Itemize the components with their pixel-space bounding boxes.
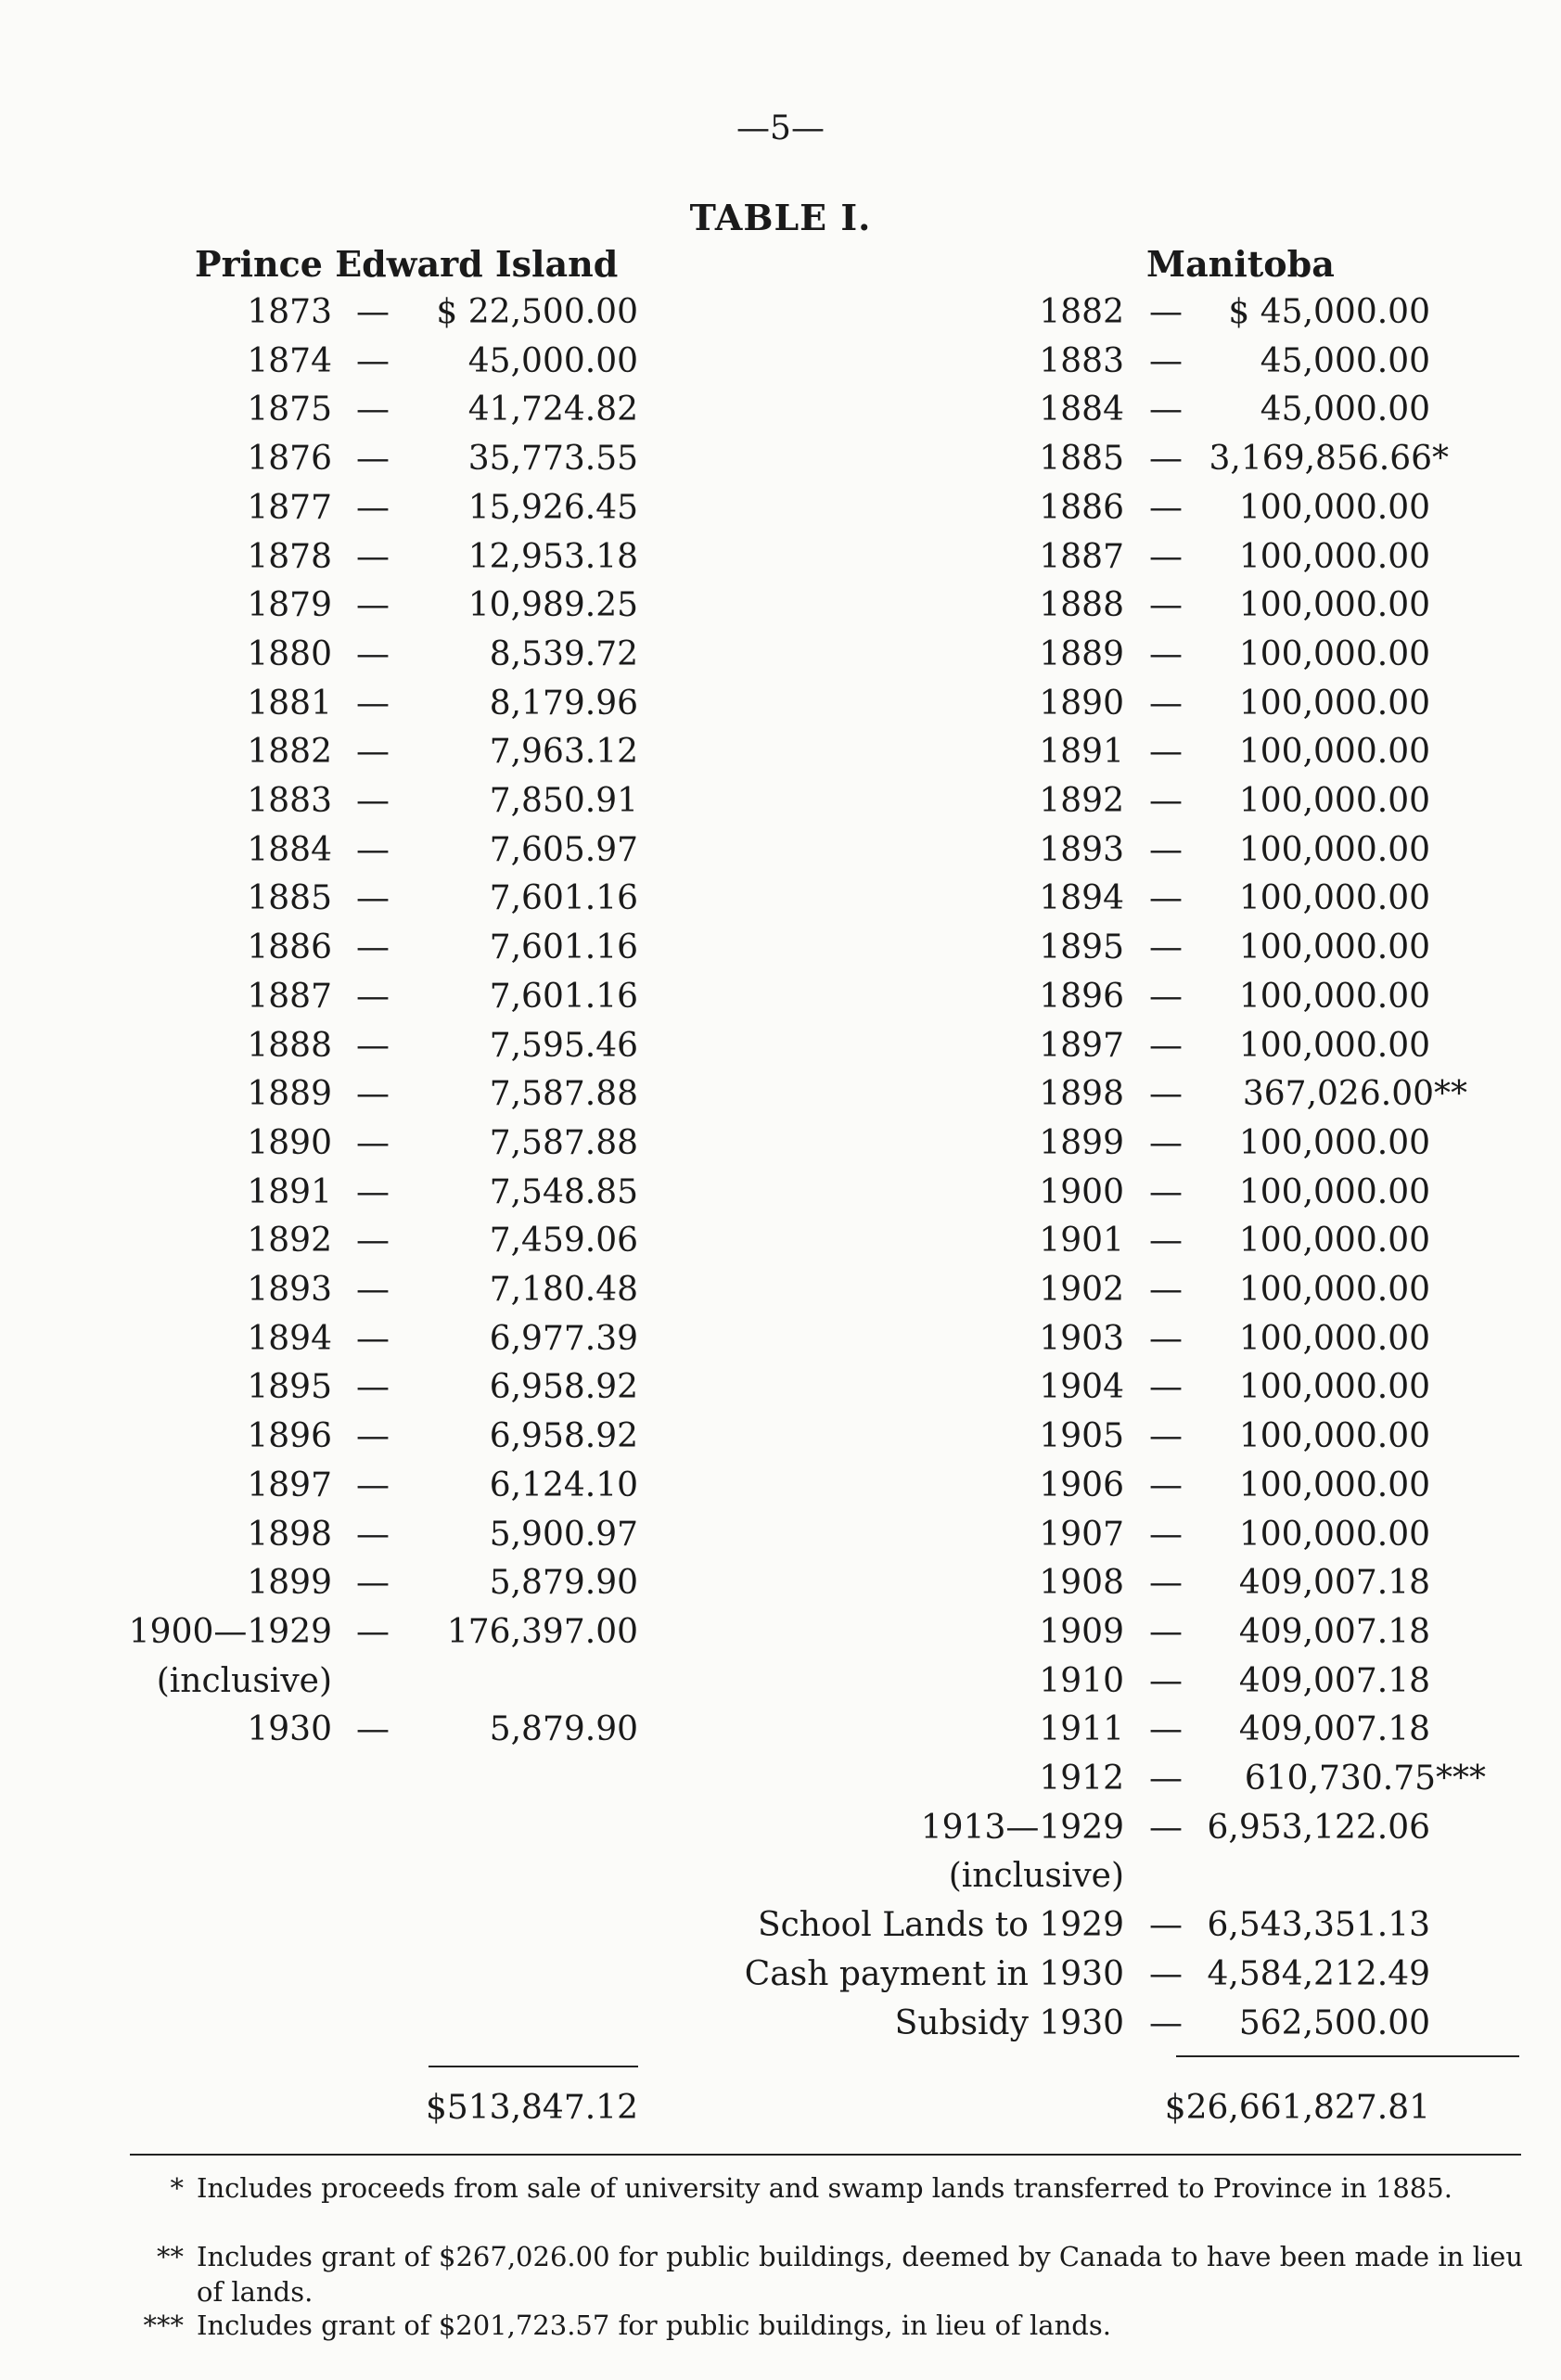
table-row (0, 1320, 1561, 1368)
year-cell: 1896 (1039, 977, 1124, 1016)
dash-cell: — (1149, 1710, 1183, 1749)
year-cell: 1879 (247, 586, 332, 625)
year-cell: 1885 (1039, 440, 1124, 479)
year-cell: 1903 (1039, 1319, 1124, 1358)
year-cell: 1883 (1039, 341, 1124, 380)
year-cell: 1882 (247, 733, 332, 772)
amount-cell: 100,000.00 (1238, 879, 1430, 918)
year-cell: 1881 (247, 684, 332, 723)
amount-cell: 4,584,212.49 (1207, 1954, 1430, 1993)
dash-cell: — (356, 928, 390, 967)
footnote-text: Includes grant of $267,026.00 for public buildings, deemed by Canada to have been made in lieu of lands. (197, 2241, 1523, 2308)
amount-cell: 7,548.85 (489, 1172, 638, 1211)
dash-cell: — (356, 879, 390, 918)
amount-cell: 45,000.00 (1260, 390, 1430, 429)
amount-cell: 7,963.12 (489, 733, 638, 772)
dash-cell: — (1149, 733, 1183, 772)
table-row (0, 685, 1561, 733)
table-row (0, 2004, 1561, 2053)
year-cell: 1889 (247, 1075, 332, 1114)
amount-cell: 409,007.18 (1238, 1612, 1430, 1651)
dash-cell: — (356, 1123, 390, 1162)
dash-cell: — (1149, 1759, 1183, 1798)
dash-cell: — (356, 1515, 390, 1554)
amount-cell: 7,587.88 (489, 1075, 638, 1114)
year-cell: 1880 (247, 634, 332, 673)
year-cell: 1908 (1039, 1564, 1124, 1603)
year-cell: 1876 (247, 440, 332, 479)
dash-cell: — (1149, 1564, 1183, 1603)
amount-cell: 100,000.00 (1238, 488, 1430, 527)
amount-cell: 100,000.00 (1238, 1368, 1430, 1407)
dash-cell: — (356, 782, 390, 820)
page-number: —5— (736, 109, 825, 147)
amount-cell: 35,773.55 (467, 440, 638, 479)
year-cell: 1875 (247, 390, 332, 429)
year-cell: 1884 (1039, 390, 1124, 429)
dash-cell: — (356, 1710, 390, 1749)
amount-cell: 7,601.16 (489, 879, 638, 918)
dash-cell: — (356, 1417, 390, 1456)
year-cell: Subsidy 1930 (894, 2003, 1124, 2042)
dash-cell: — (1149, 1368, 1183, 1407)
dash-cell: — (356, 293, 390, 331)
dash-cell: — (356, 830, 390, 869)
year-cell: 1893 (1039, 830, 1124, 869)
amount-cell: 5,879.90 (489, 1710, 638, 1749)
year-cell: 1898 (247, 1515, 332, 1554)
table-row (0, 538, 1561, 586)
dash-cell: — (1149, 1172, 1183, 1211)
amount-cell: 8,179.96 (489, 684, 638, 723)
dash-cell: — (356, 634, 390, 673)
amount-cell: 6,977.39 (489, 1319, 638, 1358)
table-row (0, 390, 1561, 439)
dash-cell: — (356, 1026, 390, 1065)
dash-cell: — (1149, 1026, 1183, 1065)
year-cell: 1877 (247, 488, 332, 527)
year-cell: 1930 (247, 1710, 332, 1749)
pei-total: $513,847.12 (425, 2089, 638, 2127)
dash-cell: — (1149, 1075, 1183, 1114)
amount-cell: 100,000.00 (1238, 1271, 1430, 1309)
year-cell: 1910 (1039, 1661, 1124, 1700)
dash-cell: — (1149, 977, 1183, 1016)
dash-cell: — (1149, 1123, 1183, 1162)
amount-cell: 100,000.00 (1238, 928, 1430, 967)
dash-cell: — (356, 1465, 390, 1504)
amount-cell: 7,459.06 (489, 1222, 638, 1260)
year-cell: 1892 (247, 1222, 332, 1260)
dash-cell: — (1149, 1417, 1183, 1456)
table-row (0, 1124, 1561, 1172)
table-row (0, 635, 1561, 684)
table-row (0, 1906, 1561, 1954)
table-row (0, 1075, 1561, 1123)
year-cell: 1884 (247, 830, 332, 869)
amount-cell: 100,000.00 (1238, 1222, 1430, 1260)
dash-cell: — (356, 1271, 390, 1309)
amount-cell: 409,007.18 (1238, 1564, 1430, 1603)
manitoba-heading: Manitoba (1146, 243, 1335, 285)
dash-cell: — (1149, 1222, 1183, 1260)
table-row (0, 1173, 1561, 1222)
table-row (0, 342, 1561, 390)
footnote-mark: * (170, 2172, 184, 2204)
year-cell: 1906 (1039, 1465, 1124, 1504)
year-cell: 1899 (1039, 1123, 1124, 1162)
year-cell: 1905 (1039, 1417, 1124, 1456)
amount-cell: 10,989.25 (467, 586, 638, 625)
dash-cell: — (356, 1564, 390, 1603)
table-row (0, 1417, 1561, 1465)
dash-cell: — (1149, 1954, 1183, 1993)
table-row (0, 586, 1561, 634)
table-row (0, 489, 1561, 537)
amount-cell: 6,958.92 (489, 1417, 638, 1456)
year-cell: 1901 (1039, 1222, 1124, 1260)
dash-cell: — (1149, 1271, 1183, 1309)
amount-cell: 100,000.00 (1238, 977, 1430, 1016)
year-cell: 1911 (1039, 1710, 1124, 1749)
amount-cell: 5,900.97 (489, 1515, 638, 1554)
dash-cell: — (356, 733, 390, 772)
amount-cell: 100,000.00 (1238, 1123, 1430, 1162)
amount-cell: 100,000.00 (1238, 586, 1430, 625)
dash-cell: — (1149, 390, 1183, 429)
table-row (0, 1662, 1561, 1710)
amount-cell: 12,953.18 (467, 537, 638, 576)
year-cell: 1913—1929 (920, 1808, 1124, 1847)
dash-cell: — (356, 1368, 390, 1407)
dash-cell: — (1149, 1612, 1183, 1651)
dash-cell: — (356, 440, 390, 479)
table-row (0, 1613, 1561, 1661)
manitoba-total-rule (1176, 2055, 1519, 2057)
amount-cell: 45,000.00 (467, 341, 638, 380)
dash-cell: — (356, 586, 390, 625)
dash-cell: — (1149, 293, 1183, 331)
amount-cell: 41,724.82 (467, 390, 638, 429)
year-cell: 1890 (1039, 684, 1124, 723)
table-row (0, 733, 1561, 781)
footnote-mark: *** (143, 2310, 184, 2341)
year-cell: 1888 (1039, 586, 1124, 625)
amount-cell: 100,000.00 (1238, 1465, 1430, 1504)
amount-cell: 15,926.45 (467, 488, 638, 527)
amount-cell: 6,124.10 (489, 1465, 638, 1504)
amount-cell: 409,007.18 (1238, 1710, 1430, 1749)
dash-cell: — (1149, 2003, 1183, 2042)
amount-cell: 7,601.16 (489, 928, 638, 967)
year-cell: 1895 (247, 1368, 332, 1407)
amount-cell: 100,000.00 (1238, 634, 1430, 673)
table-row (0, 1271, 1561, 1319)
dash-cell: — (1149, 341, 1183, 380)
amount-cell: 100,000.00 (1238, 684, 1430, 723)
amount-cell: 100,000.00 (1238, 1515, 1430, 1554)
table-row (0, 782, 1561, 830)
amount-cell: 100,000.00 (1238, 1026, 1430, 1065)
table-row (0, 928, 1561, 977)
year-cell: 1874 (247, 341, 332, 380)
year-cell: 1888 (247, 1026, 332, 1065)
amount-cell: 7,180.48 (489, 1271, 638, 1309)
amount-cell: 100,000.00 (1238, 537, 1430, 576)
footnote-mark: ** (157, 2241, 184, 2272)
table-row (0, 1955, 1561, 2003)
amount-cell: 100,000.00 (1238, 1417, 1430, 1456)
table-row (0, 1564, 1561, 1612)
amount-cell: 100,000.00 (1238, 1172, 1430, 1211)
year-cell: 1891 (247, 1172, 332, 1211)
footnote-text: Includes grant of $201,723.57 for public buildings, in lieu of lands. (197, 2310, 1111, 2341)
year-cell: 1890 (247, 1123, 332, 1162)
table-title: TABLE I. (689, 197, 872, 238)
table-row (0, 1027, 1561, 1075)
year-cell: 1886 (247, 928, 332, 967)
year-cell: 1882 (1039, 293, 1124, 331)
year-cell: School Lands to 1929 (757, 1906, 1124, 1945)
amount-cell: $ 22,500.00 (436, 293, 638, 331)
year-cell: 1894 (1039, 879, 1124, 918)
year-cell: 1904 (1039, 1368, 1124, 1407)
year-cell: 1907 (1039, 1515, 1124, 1554)
footnote-rule (130, 2154, 1521, 2156)
year-cell: 1887 (1039, 537, 1124, 576)
year-cell: 1895 (1039, 928, 1124, 967)
amount-cell: 8,539.72 (489, 634, 638, 673)
amount-cell: 45,000.00 (1260, 341, 1430, 380)
year-cell: Cash payment in 1930 (744, 1954, 1124, 1993)
amount-cell: 409,007.18 (1238, 1661, 1430, 1700)
dash-cell: — (356, 1222, 390, 1260)
amount-cell: $ 45,000.00 (1228, 293, 1430, 331)
year-cell: 1878 (247, 537, 332, 576)
year-cell: 1897 (1039, 1026, 1124, 1065)
footnote-text: Includes proceeds from sale of university and swamp lands transferred to Province in 1885. (197, 2172, 1452, 2204)
table-row (0, 440, 1561, 488)
year-cell: 1893 (247, 1271, 332, 1309)
year-cell: 1886 (1039, 488, 1124, 527)
year-cell: 1900 (1039, 1172, 1124, 1211)
year-cell: 1885 (247, 879, 332, 918)
dash-cell: — (1149, 684, 1183, 723)
dash-cell: — (1149, 1515, 1183, 1554)
amount-cell: 7,850.91 (489, 782, 638, 820)
amount-cell: 562,500.00 (1238, 2003, 1430, 2042)
table-row (0, 293, 1561, 341)
dash-cell: — (1149, 928, 1183, 967)
year-cell: 1902 (1039, 1271, 1124, 1309)
year-cell: (inclusive) (156, 1661, 332, 1700)
dash-cell: — (1149, 1906, 1183, 1945)
year-cell: 1887 (247, 977, 332, 1016)
dash-cell: — (356, 977, 390, 1016)
amount-cell: 7,605.97 (489, 830, 638, 869)
dash-cell: — (1149, 634, 1183, 673)
year-cell: 1897 (247, 1465, 332, 1504)
table-row (0, 1710, 1561, 1759)
dash-cell: — (356, 684, 390, 723)
dash-cell: — (356, 537, 390, 576)
amount-cell: 610,730.75*** (1244, 1759, 1486, 1798)
year-cell: 1912 (1039, 1759, 1124, 1798)
dash-cell: — (356, 1319, 390, 1358)
amount-cell: 176,397.00 (446, 1612, 638, 1651)
year-cell: 1889 (1039, 634, 1124, 673)
amount-cell: 100,000.00 (1238, 830, 1430, 869)
amount-cell: 5,879.90 (489, 1564, 638, 1603)
dash-cell: — (1149, 488, 1183, 527)
amount-cell: 6,953,122.06 (1207, 1808, 1430, 1847)
dash-cell: — (1149, 1465, 1183, 1504)
dash-cell: — (1149, 782, 1183, 820)
amount-cell: 100,000.00 (1238, 733, 1430, 772)
amount-cell: 100,000.00 (1238, 1319, 1430, 1358)
manitoba-total: $26,661,827.81 (1164, 2089, 1430, 2127)
amount-cell: 6,543,351.13 (1207, 1906, 1430, 1945)
dash-cell: — (1149, 879, 1183, 918)
table-row (0, 831, 1561, 879)
dash-cell: — (1149, 586, 1183, 625)
year-cell: 1873 (247, 293, 332, 331)
table-row (0, 1466, 1561, 1515)
dash-cell: — (356, 1612, 390, 1651)
amount-cell: 7,587.88 (489, 1123, 638, 1162)
dash-cell: — (356, 1075, 390, 1114)
dash-cell: — (1149, 1319, 1183, 1358)
table-row (0, 1516, 1561, 1564)
table-row (0, 978, 1561, 1026)
amount-cell: 367,026.00** (1242, 1075, 1467, 1114)
table-row (0, 1759, 1561, 1808)
year-cell: 1892 (1039, 782, 1124, 820)
amount-cell: 6,958.92 (489, 1368, 638, 1407)
dash-cell: — (1149, 1661, 1183, 1700)
table-row (0, 1857, 1561, 1905)
year-cell: 1898 (1039, 1075, 1124, 1114)
dash-cell: — (1149, 1808, 1183, 1847)
year-cell: 1894 (247, 1319, 332, 1358)
table-row (0, 1222, 1561, 1270)
amount-cell: 7,601.16 (489, 977, 638, 1016)
amount-cell: 3,169,856.66* (1209, 440, 1449, 479)
dash-cell: — (1149, 830, 1183, 869)
dash-cell: — (356, 1172, 390, 1211)
table-row (0, 1809, 1561, 1857)
year-cell: 1899 (247, 1564, 332, 1603)
year-cell: (inclusive) (948, 1857, 1124, 1896)
table-row (0, 879, 1561, 928)
amount-cell: 100,000.00 (1238, 782, 1430, 820)
dash-cell: — (356, 341, 390, 380)
table-row (0, 1368, 1561, 1416)
year-cell: 1900—1929 (128, 1612, 332, 1651)
dash-cell: — (1149, 537, 1183, 576)
dash-cell: — (1149, 440, 1183, 479)
dash-cell: — (356, 488, 390, 527)
year-cell: 1896 (247, 1417, 332, 1456)
pei-heading: Prince Edward Island (195, 243, 619, 285)
year-cell: 1883 (247, 782, 332, 820)
year-cell: 1891 (1039, 733, 1124, 772)
amount-cell: 7,595.46 (489, 1026, 638, 1065)
dash-cell: — (356, 390, 390, 429)
year-cell: 1909 (1039, 1612, 1124, 1651)
